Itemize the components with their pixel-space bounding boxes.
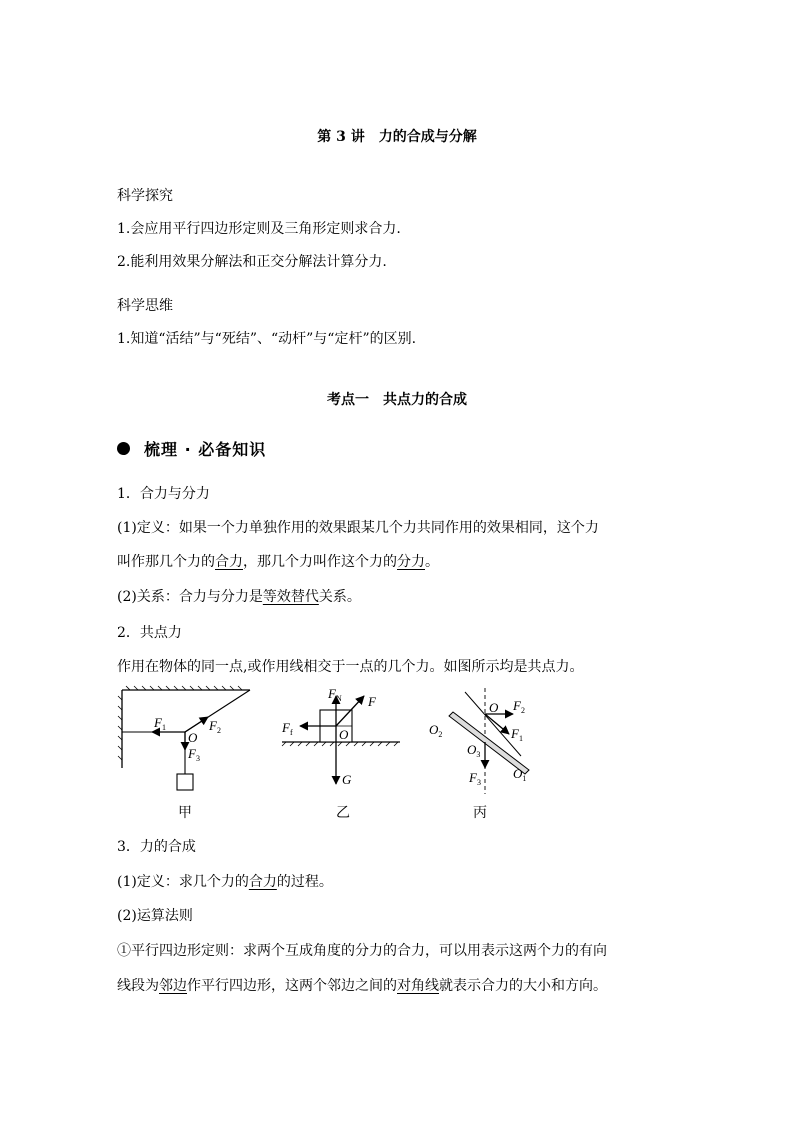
science-inquiry-item-2: 2.能利用效果分解法和正交分解法计算分力. <box>117 254 387 270</box>
label-O: O <box>339 727 349 742</box>
label-O3: $O_3$ <box>467 742 481 759</box>
term-resultant-force-2: 合力 <box>248 874 277 890</box>
section-heading <box>117 438 266 458</box>
s3-definition: (1)定义：求几个力的合力的过程。 <box>117 874 333 890</box>
science-inquiry-heading: 科学探究 <box>117 188 173 204</box>
term-diagonal: 对角线 <box>397 978 439 994</box>
s1-definition-line-1: (1)定义：如果一个力单独作用的效果跟某几个力共同作用的效果相同，这个力 <box>117 520 599 536</box>
caption-yi: 乙 <box>336 805 350 821</box>
label-F1: $F_1$ <box>154 715 166 732</box>
inclined-rod <box>449 712 529 774</box>
label-F3: $F_3$ <box>469 770 481 787</box>
s3-heading: 3．力的合成 <box>117 839 196 855</box>
s3-rule: (2)运算法则 <box>117 908 193 924</box>
term-equivalent-substitution: 等效替代 <box>262 589 319 605</box>
label-Ff: $F_f$ <box>282 720 293 737</box>
diagram-jia <box>110 684 260 794</box>
caption-jia: 甲 <box>178 805 192 821</box>
label-FN: $F_N$ <box>328 686 342 703</box>
topic-title: 考点一 共点力的合成 <box>327 392 467 408</box>
label-O2: $O_2$ <box>429 722 443 739</box>
s2-heading: 2．共点力 <box>117 625 182 641</box>
label-O1: $O_1$ <box>513 766 527 783</box>
diagram-bing <box>425 684 545 794</box>
label-F2: $F_2$ <box>209 718 221 735</box>
label-F3: $F_3$ <box>188 746 200 763</box>
science-thinking-heading: 科学思维 <box>117 298 173 314</box>
bullet-dot-icon <box>117 442 130 455</box>
caption-bing: 丙 <box>473 805 487 821</box>
term-resultant-force: 合力 <box>215 554 243 570</box>
label-F1: $F_1$ <box>511 726 523 743</box>
term-component-force: 分力 <box>397 554 425 570</box>
lesson-title: 第 3 讲 力的合成与分解 <box>317 129 477 145</box>
s2-text: 作用在物体的同一点,或作用线相交于一点的几个力。如图所示均是共点力。 <box>117 659 584 675</box>
section-heading-text: 梳理 · 必备知识 <box>144 439 267 459</box>
s1-heading: 1．合力与分力 <box>117 486 210 502</box>
label-F2: $F_2$ <box>513 698 525 715</box>
arrow-F1 <box>485 714 509 734</box>
label-F: F <box>368 694 376 709</box>
term-adjacent-side: 邻边 <box>159 978 187 994</box>
diagram-yi <box>280 684 405 794</box>
label-O: O <box>188 730 198 745</box>
label-G: G <box>342 772 352 787</box>
label-O: O <box>489 700 499 715</box>
s3-parallelogram-line-1: ①平行四边形定则：求两个互成角度的分力的合力，可以用表示这两个力的有向 <box>117 943 607 959</box>
hanging-block <box>177 774 193 790</box>
s1-relation: (2)关系：合力与分力是等效替代关系。 <box>117 589 361 605</box>
s1-definition-line-2: 叫作那几个力的合力，那几个力叫作这个力的分力。 <box>117 554 439 570</box>
science-thinking-item-1: 1.知道“活结”与“死结”、“动杆”与“定杆”的区别. <box>117 331 417 347</box>
science-inquiry-item-1: 1.会应用平行四边形定则及三角形定则求合力. <box>117 221 401 237</box>
s3-parallelogram-line-2: 线段为邻边作平行四边形，这两个邻边之间的对角线就表示合力的大小和方向。 <box>117 978 607 994</box>
